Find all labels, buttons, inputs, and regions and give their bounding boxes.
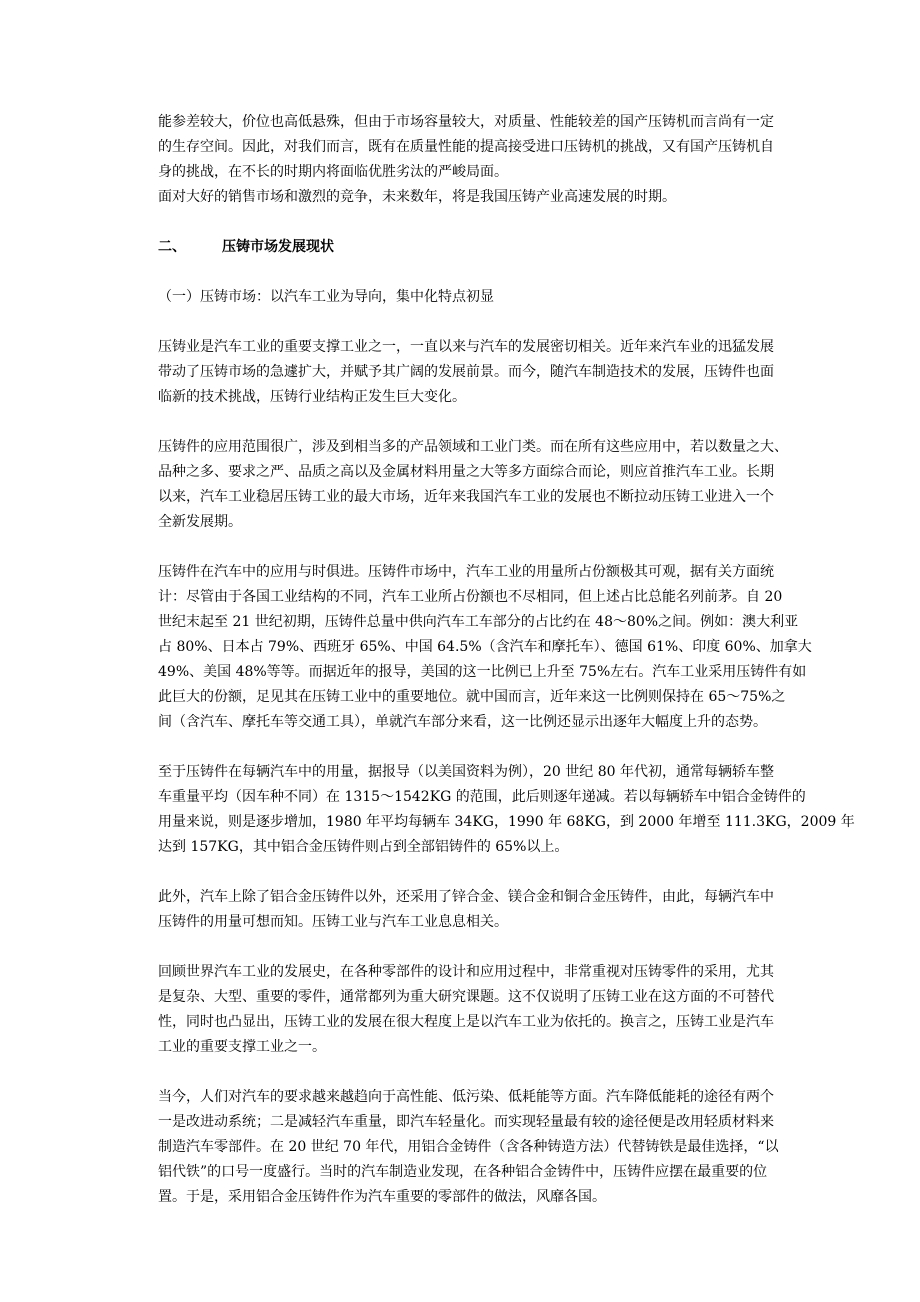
- text-line: 性，同时也凸显出，压铸工业的发展在很大程度上是以汽车工业为依托的。换言之，压铸工业是汽车: [158, 1014, 774, 1030]
- paragraph: [158, 885, 774, 935]
- paragraph: [158, 335, 774, 410]
- text-line: 占 80%、日本占 79%、西班牙 65%、中国 64.5%（含汽车和摩托车）、德国 61%、印度 60%、加拿大: [158, 639, 812, 655]
- text-line: 压铸件的应用范围很广，涉及到相当多的产品领域和工业门类。而在所有这些应用中，若以数量之大、: [158, 439, 788, 455]
- text-line: 品种之多、要求之严、品质之高以及金属材料用量之大等多方面综合而论，则应首推汽车工业。长期: [158, 464, 774, 480]
- subsection-heading: （一）压铸市场：以汽车工业为导向，集中化特点初显: [158, 289, 494, 305]
- spacer: [158, 260, 764, 285]
- text-line: 是复杂、大型、重要的零件，通常都列为重大研究课题。这不仅说明了压铸工业在这方面的不可替代: [158, 989, 774, 1005]
- paragraph: [158, 960, 774, 1060]
- paragraph: [158, 760, 855, 860]
- spacer: [158, 935, 764, 960]
- text-line: 计：尽管由于各国工业结构的不同，汽车工业所占份额也不尽相同，但上述占比总能名列前茅。自 20: [158, 589, 783, 605]
- text-line: 以来，汽车工业稳居压铸工业的最大市场，近年来我国汽车工业的发展也不断拉动压铸工业进入一个: [158, 489, 774, 505]
- text-line: 达到 157KG，其中铝合金压铸件则占到全部铝铸件的 65%以上。: [158, 839, 569, 855]
- text-line: 当今，人们对汽车的要求越来越趋向于高性能、低污染、低耗能等方面。汽车降低能耗的途径有两个: [158, 1089, 774, 1105]
- text-line: 压铸件的用量可想而知。压铸工业与汽车工业息息相关。: [158, 914, 508, 930]
- paragraph: [158, 435, 788, 535]
- text-line: 此巨大的份额，足见其在压铸工业中的重要地位。就中国而言，近年来这一比例则保持在 65～75%之: [158, 689, 786, 705]
- text-line: 面对大好的销售市场和激烈的竞争，未来数年，将是我国压铸产业高速发展的时期。: [158, 189, 676, 205]
- intro-paragraph: [158, 110, 774, 210]
- paragraph: [158, 1085, 779, 1210]
- spacer: [158, 860, 764, 885]
- spacer: [158, 310, 764, 335]
- text-line: 间（含汽车、摩托车等交通工具），单就汽车部分来看，这一比例还显示出逐年大幅度上升的态势。: [158, 714, 767, 730]
- text-line: 置。于是，采用铝合金压铸件作为汽车重要的零部件的做法，风靡各国。: [158, 1189, 606, 1205]
- text-line: 能参差较大，价位也高低悬殊，但由于市场容量较大，对质量、性能较差的国产压铸机而言尚有一定: [158, 114, 774, 130]
- section-heading: [158, 235, 764, 260]
- text-line: 车重量平均（因车种不同）在 1315～1542KG 的范围，此后则逐年递减。若以每辆轿车中铝合金铸件的: [158, 789, 806, 805]
- text-line: 一是改进动系统；二是减轻汽车重量，即汽车轻量化。而实现轻量最有较的途径便是改用轻质材料来: [158, 1114, 774, 1130]
- text-line: 身的挑战，在不长的时期内将面临优胜劣汰的严峻局面。: [158, 164, 508, 180]
- spacer: [158, 735, 764, 760]
- text-line: 带动了压铸市场的急遽扩大，并赋予其广阔的发展前景。而今，随汽车制造技术的发展，压铸件也面: [158, 364, 774, 380]
- text-line: 回顾世界汽车工业的发展史，在各种零部件的设计和应用过程中，非常重视对压铸零件的采用，尤其: [158, 964, 774, 980]
- text-line: 用量来说，则是逐步增加，1980 年平均每辆车 34KG，1990 年 68KG，到 2000 年增至 111.3KG，2009 年: [158, 814, 855, 830]
- section-title: 压铸市场发展现状: [222, 239, 334, 255]
- spacer: [158, 410, 764, 435]
- text-line: 全新发展期。: [158, 514, 242, 530]
- text-line: 压铸业是汽车工业的重要支撑工业之一，一直以来与汽车的发展密切相关。近年来汽车业的迅猛发展: [158, 339, 774, 355]
- text-line: 制造汽车零部件。在 20 世纪 70 年代，用铝合金铸件（含各种铸造方法）代替铸铁是最佳选择，“以: [158, 1139, 779, 1155]
- section-number: 二、: [158, 239, 186, 255]
- text-line: 49%、美国 48%等等。而据近年的报导，美国的这一比例已上升至 75%左右。汽车工业采用压铸件有如: [158, 664, 807, 680]
- text-line: 至于压铸件在每辆汽车中的用量，据报导（以美国资料为例），20 世纪 80 年代初，通常每辆轿车整: [158, 764, 774, 780]
- text-line: 临新的技术挑战，压铸行业结构正发生巨大变化。: [158, 389, 466, 405]
- text-line: 铝代铁”的口号一度盛行。当时的汽车制造业发现，在各种铝合金铸件中，压铸件应摆在最重要的位: [158, 1164, 768, 1180]
- text-line: 世纪末起至 21 世纪初期，压铸件总量中供向汽车工车部分的占比约在 48～80%之间。例如：澳大利亚: [158, 614, 799, 630]
- paragraph: [158, 560, 812, 735]
- text-line: 此外，汽车上除了铝合金压铸件以外，还采用了锌合金、镁合金和铜合金压铸件，由此，每辆汽车中: [158, 889, 774, 905]
- text-line: 工业的重要支撑工业之一。: [158, 1039, 326, 1055]
- spacer: [158, 210, 764, 235]
- text-line: 的生存空间。因此，对我们而言，既有在质量性能的提高接受进口压铸机的挑战，又有国产压铸机自: [158, 139, 774, 155]
- spacer: [158, 535, 764, 560]
- spacer: [158, 1060, 764, 1085]
- text-line: 压铸件在汽车中的应用与时俱进。压铸件市场中，汽车工业的用量所占份额极其可观，据有关方面统: [158, 564, 774, 580]
- document-body: [158, 110, 855, 1210]
